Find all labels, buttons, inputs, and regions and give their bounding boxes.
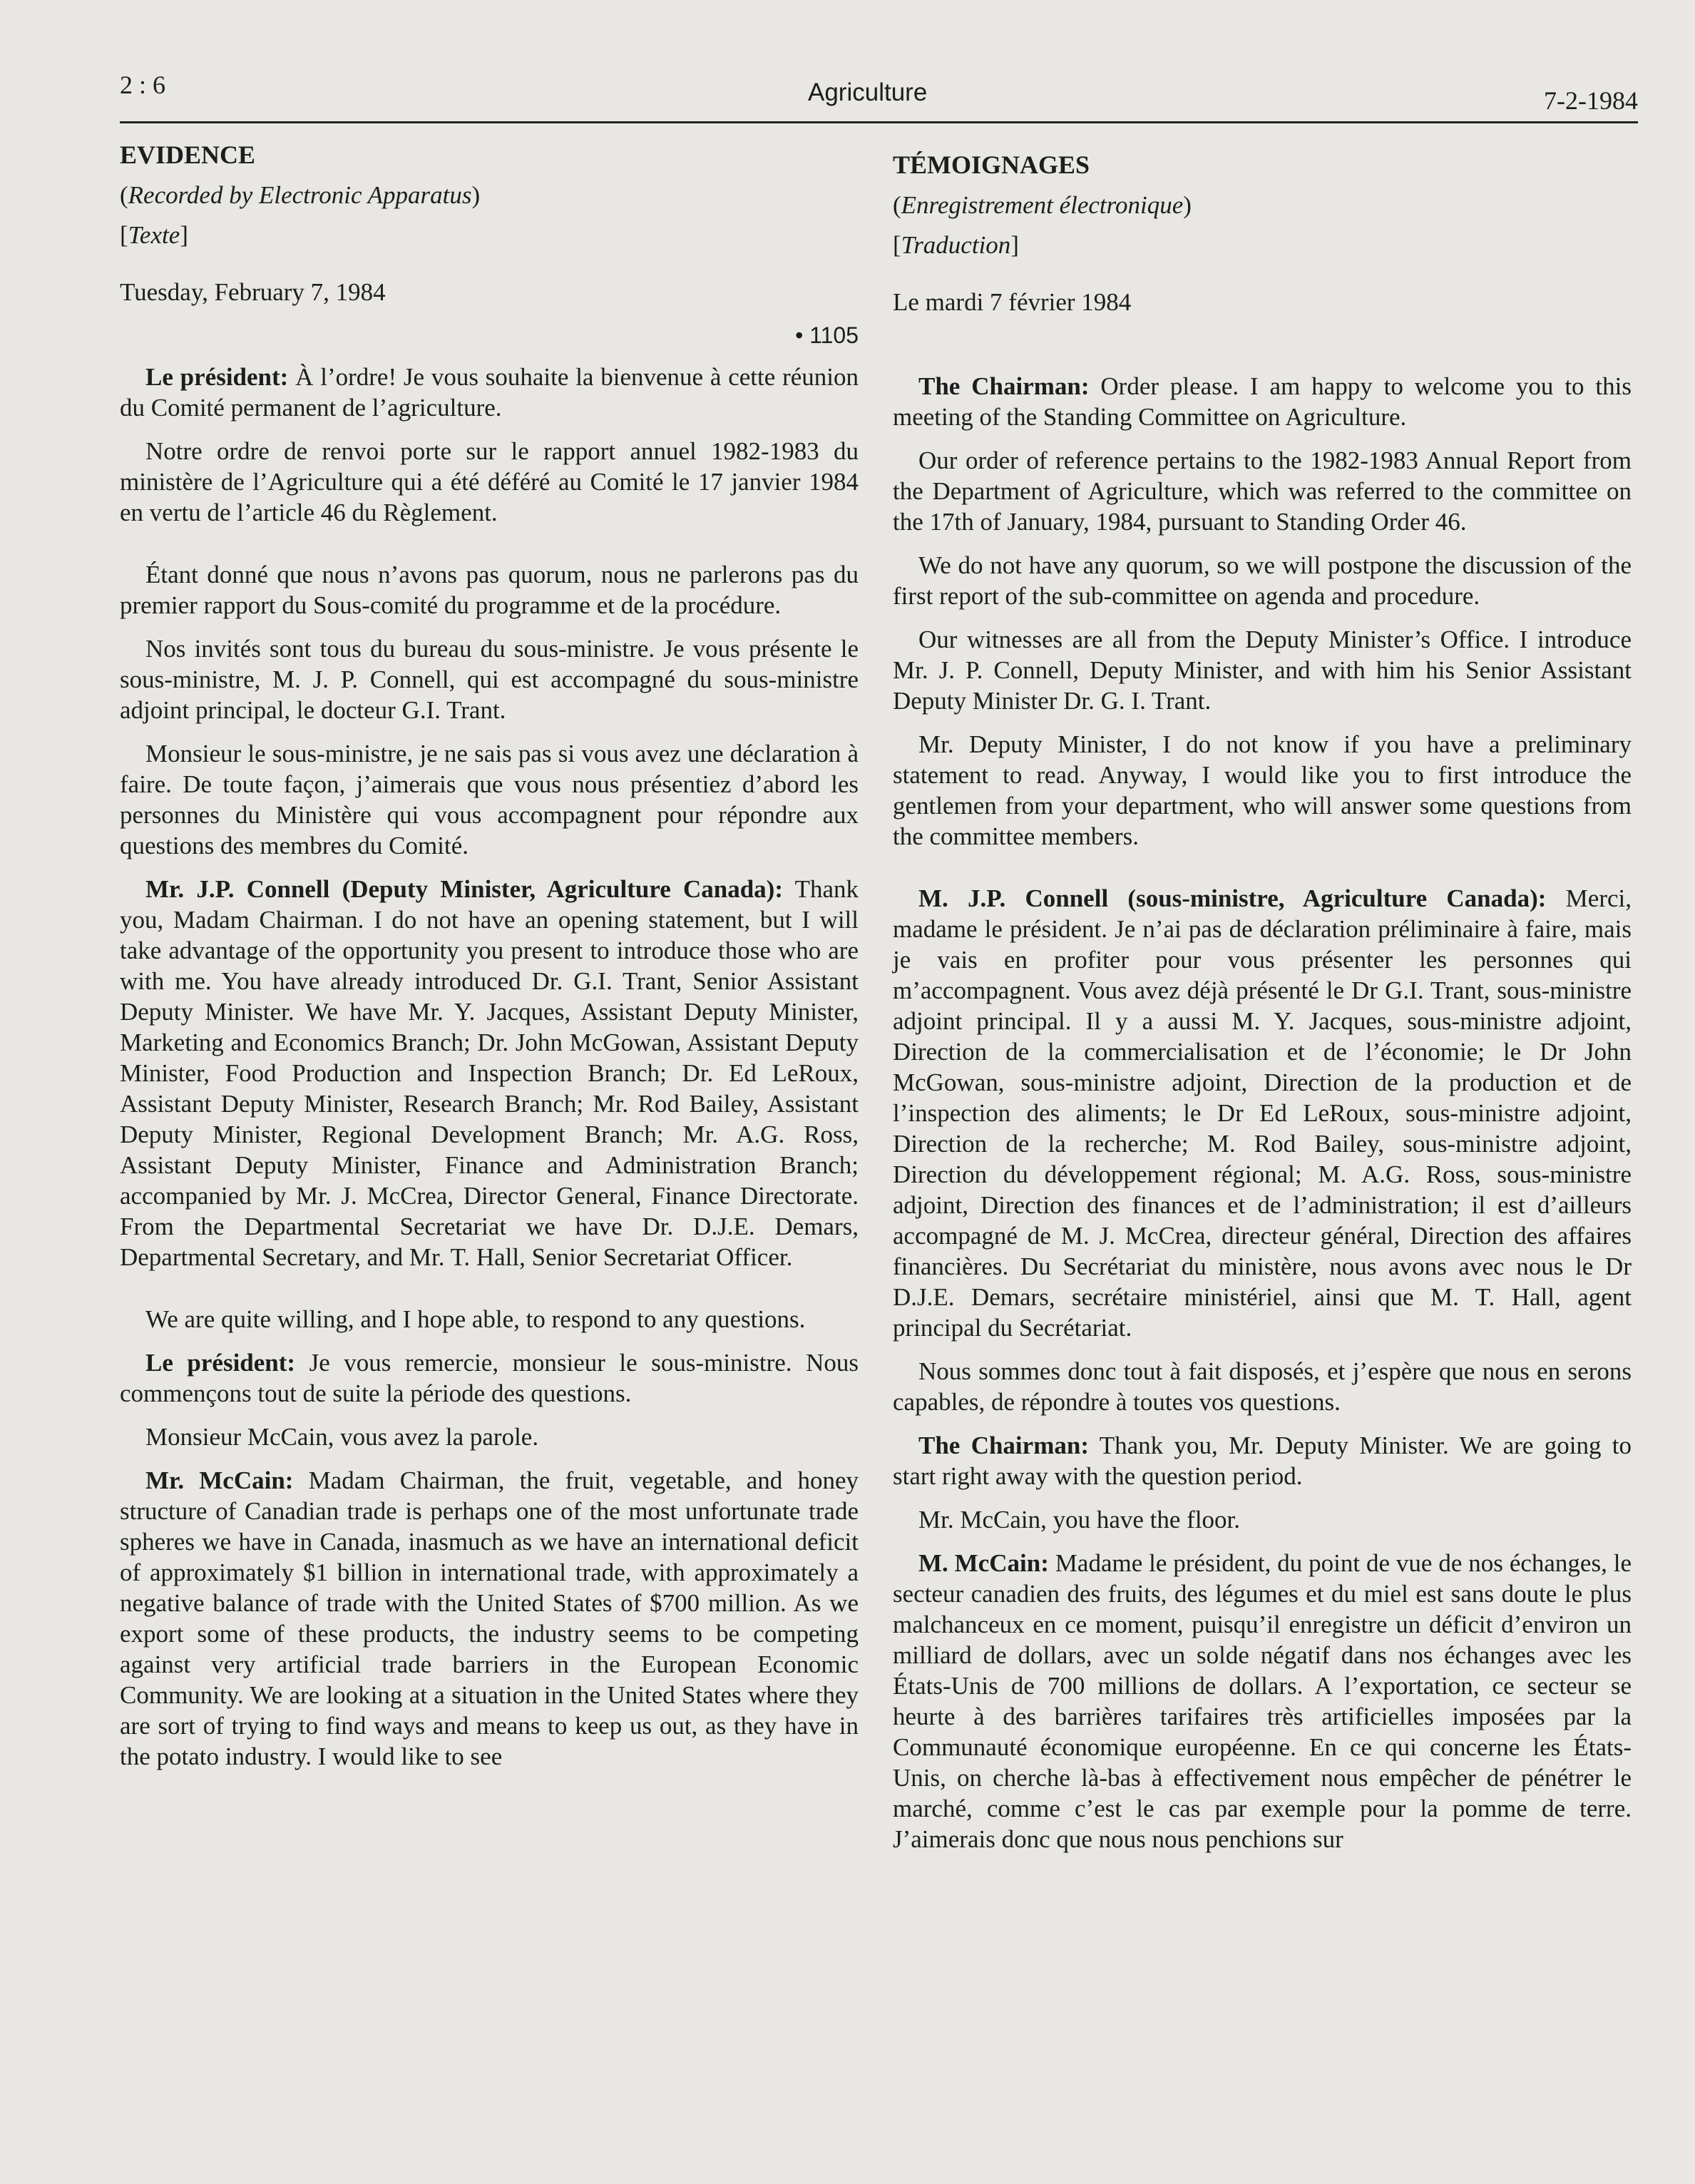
transcript-paragraph <box>120 436 859 528</box>
transcript-paragraph <box>893 371 1632 432</box>
language-tag: [Traduction] <box>893 231 1019 259</box>
speaker-name: The Chairman: <box>918 372 1090 400</box>
section-title: TÉMOIGNAGES <box>893 150 1090 179</box>
speaker-name: M. J.P. Connell (sous-ministre, Agriculture Canada): <box>918 884 1547 912</box>
paragraph-text: Notre ordre de renvoi porte sur le rapport annuel 1982-1983 du ministère de l’Agriculture qui a été déféré au Comité le 17 janvier 1984 en vertu de l’article 46 du Règlement. <box>120 437 859 526</box>
paragraph-text: Nos invités sont tous du bureau du sous-ministre. Je vous présente le sous-ministre, M. J. P. Connell, qui est accompagné du sous-ministre adjoint principal, le docteur G.I. Trant. <box>120 635 859 724</box>
page-header <box>120 66 1638 123</box>
recording-note: (Enregistrement électronique) <box>893 191 1192 219</box>
speaker-name: Le président: <box>145 363 289 391</box>
time-marker: • 1105 <box>795 322 859 348</box>
header-date: 7-2-1984 <box>1544 86 1638 115</box>
transcript-paragraph <box>893 624 1632 716</box>
section-title: EVIDENCE <box>120 141 256 169</box>
transcript-paragraph <box>893 550 1632 611</box>
paragraph-text: Nous sommes donc tout à fait disposés, et j’espère que nous en serons capables, de répondre à toutes vos questions. <box>893 1357 1632 1416</box>
paragraph-text: Mr. McCain, you have the floor. <box>918 1506 1241 1534</box>
transcript-paragraph <box>893 729 1632 852</box>
speaker-name: Le président: <box>145 1349 296 1377</box>
transcript-paragraph <box>120 633 859 725</box>
speaker-name: M. McCain: <box>918 1549 1049 1577</box>
speaker-name: Mr. J.P. Connell (Deputy Minister, Agriculture Canada): <box>145 875 783 903</box>
language-tag: [Texte] <box>120 221 188 249</box>
transcript-body <box>120 362 859 1772</box>
right-column <box>893 150 1632 1867</box>
paragraph-text: Monsieur le sous-ministre, je ne sais pas si vous avez une déclaration à faire. De toute façon, j’aimerais que vous nous présentiez d’abord les personnes du Ministère qui vous accompagnent pour répondre aux questions des membres du Comité. <box>120 740 859 859</box>
transcript-paragraph <box>120 1422 859 1452</box>
left-column <box>120 140 859 1785</box>
transcript-paragraph <box>120 874 859 1272</box>
paragraph-text: Thank you, Mr. Deputy Minister. We are going to start right away with the question period. <box>893 1432 1632 1490</box>
paragraph-text: Mr. Deputy Minister, I do not know if you have a preliminary statement to read. Anyway, I would like you to first introduce the gentlemen from your department, who will answer some questions from the committee members. <box>893 730 1632 850</box>
transcript-body <box>893 371 1632 1854</box>
transcript-paragraph <box>893 883 1632 1343</box>
transcript-paragraph <box>893 445 1632 537</box>
paragraph-text: À l’ordre! Je vous souhaite la bienvenue à cette réunion du Comité permanent de l’agriculture. <box>120 363 859 422</box>
transcript-paragraph <box>893 1356 1632 1417</box>
transcript-paragraph <box>120 1304 859 1335</box>
meeting-date: Le mardi 7 février 1984 <box>893 288 1132 316</box>
header-rule <box>120 121 1638 123</box>
paragraph-text: Thank you, Madam Chairman. I do not have an opening statement, but I will take advantage of the opportunity you present to introduce those who are with me. You have already introduced Dr. G.I. Trant, Senior Assistant Deputy Minister. We have Mr. Y. Jacques, Assistant Deputy Minister, Marketing and Economics Branch; Dr. John McGowan, Assistant Deputy Minister, Food Production and Inspection Branch; Dr. Ed LeRoux, Assistant Deputy Minister, Research Branch; Mr. Rod Bailey, Assistant Deputy Minister, Regional Development Branch; Mr. A.G. Ross, Assistant Deputy Minister, Finance and Administration Branch; accompanied by Mr. J. McCrea, Director General, Finance Directorate. From the Departmental Secretariat we have Dr. D.J.E. Demars, Departmental Secretary, and Mr. T. Hall, Senior Secretariat Officer. <box>120 875 859 1271</box>
transcript-paragraph <box>120 1465 859 1772</box>
speaker-name: Mr. McCain: <box>145 1466 294 1494</box>
paragraph-text: We are quite willing, and I hope able, to respond to any questions. <box>145 1305 806 1333</box>
speaker-name: The Chairman: <box>918 1432 1089 1459</box>
page-number: 2 : 6 <box>120 71 166 99</box>
transcript-paragraph <box>893 1548 1632 1854</box>
paragraph-text: Merci, madame le président. Je n’ai pas de déclaration préliminaire à faire, mais je vais en profiter pour vous présenter les personnes qui m’accompagnent. Vous avez déjà présenté le Dr G.I. Trant, sous-ministre adjoint principal. Il y a aussi M. Y. Jacques, sous-ministre adjoint, Direction de la commercialisation et de l’économie; le Dr John McGowan, sous-ministre adjoint, Direction de la production et de l’inspection des aliments; le Dr Ed LeRoux, sous-ministre adjoint, Direction de la recherche; M. Rod Bailey, sous-ministre adjoint, Direction du développement régional; M. A.G. Ross, sous-ministre adjoint, Direction des finances et de l’administration; il est d’ailleurs accompagné de M. J. McCrea, directeur général, Direction des affaires financières. Du Secrétariat du ministère, nous avons avec nous le Dr D.J.E. Demars, secrétaire ministériel, ainsi que M. T. Hall, agent principal du Secrétariat. <box>893 884 1632 1342</box>
paragraph-text: Monsieur McCain, vous avez la parole. <box>145 1423 539 1451</box>
transcript-paragraph <box>120 559 859 621</box>
paragraph-text: We do not have any quorum, so we will postpone the discussion of the first report of the sub-committee on agenda and procedure. <box>893 551 1632 610</box>
paragraph-text: Our order of reference pertains to the 1982-1983 Annual Report from the Department of Agriculture, which was referred to the committee on the 17th of January, 1984, pursuant to Standing Order 46. <box>893 447 1632 536</box>
recording-note: (Recorded by Electronic Apparatus) <box>120 181 481 209</box>
committee-name: Agriculture <box>808 78 928 106</box>
paragraph-text: Order please. I am happy to welcome you to this meeting of the Standing Committee on Agriculture. <box>893 372 1632 431</box>
paragraph-text: Our witnesses are all from the Deputy Minister’s Office. I introduce Mr. J. P. Connell, Deputy Minister, and with him his Senior Assistant Deputy Minister Dr. G. I. Trant. <box>893 626 1632 715</box>
paragraph-text: Madam Chairman, the fruit, vegetable, and honey structure of Canadian trade is perhaps one of the most unfortunate trade spheres we have in Canada, inasmuch as we have an international deficit of approximately $1 billion in international trade, with approximately a negative balance of trade with the United States of $700 million. As we export some of these products, the industry seems to be competing against very artificial trade barriers in the European Economic Community. We are looking at a situation in the United States where they are sort of trying to find ways and means to keep us out, as they have in the potato industry. I would like to see <box>120 1466 859 1770</box>
paragraph-text: Madame le président, du point de vue de nos échanges, le secteur canadien des fruits, des légumes et du miel est sans doute le plus malchanceux en ce moment, puisqu’il enregistre un déficit d’environ un milliard de dollars, avec un solde négatif dans nos échanges avec les États-Unis de 700 millions de dollars. A l’exportation, ce secteur se heurte à des barrières tarifaires très artificielles imposées par la Communauté économique européenne. En ce qui concerne les États-Unis, on cherche là-bas à effectivement nous empêcher de pénétrer le marché, comme c’est le cas par exemple pour la pomme de terre. J’aimerais donc que nous nous penchions sur <box>893 1549 1632 1853</box>
transcript-paragraph <box>893 1430 1632 1491</box>
paragraph-text: Étant donné que nous n’avons pas quorum, nous ne parlerons pas du premier rapport du Sous-comité du programme et de la procédure. <box>120 561 859 619</box>
paragraph-text: Je vous remercie, monsieur le sous-ministre. Nous commençons tout de suite la période des questions. <box>120 1349 859 1407</box>
transcript-paragraph <box>120 738 859 861</box>
meeting-date: Tuesday, February 7, 1984 <box>120 278 386 306</box>
transcript-paragraph <box>120 1347 859 1409</box>
transcript-paragraph <box>893 1504 1632 1535</box>
transcript-paragraph <box>120 362 859 423</box>
